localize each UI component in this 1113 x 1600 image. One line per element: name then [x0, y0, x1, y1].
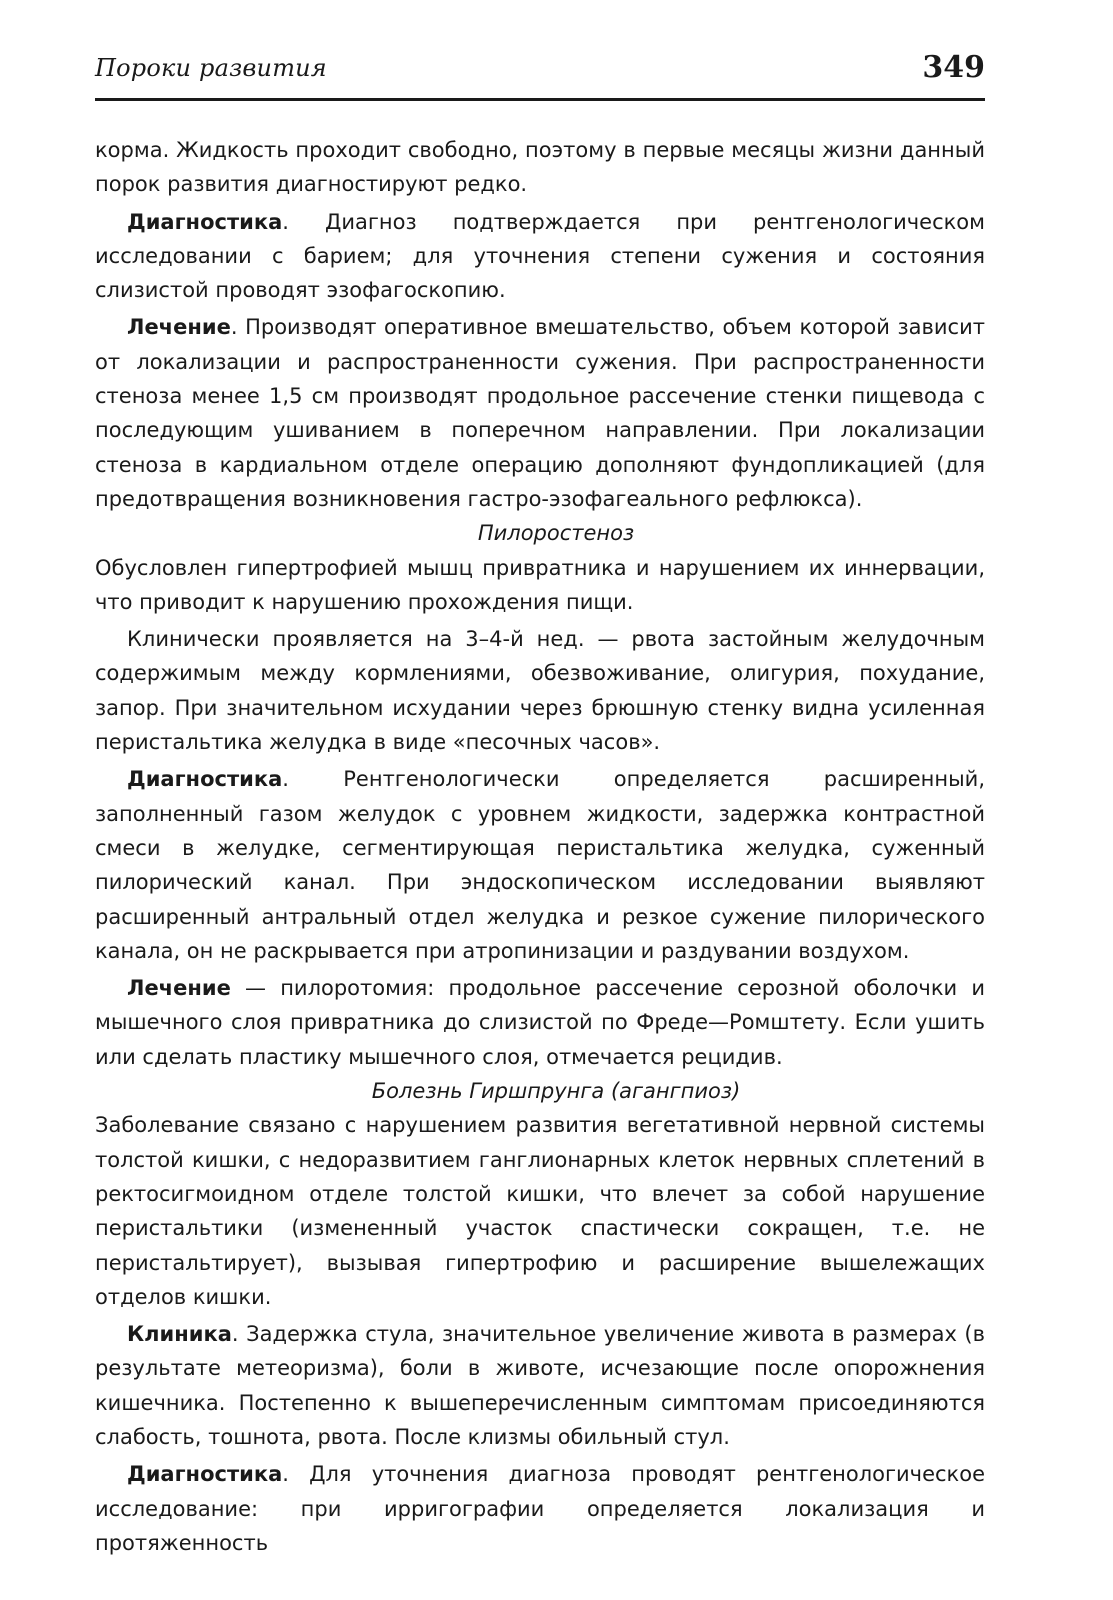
page-number: 349: [922, 50, 985, 85]
term-diagnostics: Диагностика: [127, 209, 283, 234]
paragraph-pylorostenosis-clinical: Клинически проявляется на 3–4-й нед. — рвота застойным желудочным содержимым между кормлениями, обезвоживание, олигурия, похудание, запор. При значительном исхудании через брюшную стенку видна усиленная перистальтика желудка в виде «песочных часов».: [95, 627, 985, 755]
paragraph-stenosis-diagnostics: [95, 205, 985, 308]
paragraph-text: . Рентгенологически определяется расширенный, заполненный газом желудок с уровнем жидкости, задержка контрастной смеси в желудке, сегментирующая перистальтика желудка, суженный пилорический канал. При эндоскопическом исследовании выявляют расширенный антральный отдел желудка и резкое сужение пилорического канала, он не раскрывается при атропинизации и раздувании воздухом.: [95, 767, 985, 963]
section-title-hirschsprung: Болезнь Гиршпрунга (агангпиоз): [371, 1079, 741, 1104]
paragraph-hirschsprung-clinic: [95, 1317, 985, 1454]
term-treatment: Лечение: [127, 976, 231, 1001]
running-header: [95, 48, 985, 101]
paragraph-text: . Производят оперативное вмешательство, объем которой зависит от локализации и распространенности сужения. При распространенности стеноза менее 1,5 см производят продольное рассечение стенки пищевода с последующим ушиванием в поперечном направлении. При локализации стеноза в кардиальном отделе операцию дополняют фундопликацией (для предотвращения возникновения гастро-эзофагеального рефлюкса).: [95, 315, 985, 511]
paragraph-stenosis-treatment: [95, 310, 985, 516]
paragraph-pylorostenosis-diagnostics: [95, 762, 985, 968]
term-treatment: Лечение: [127, 315, 231, 340]
running-title: Пороки развития: [95, 54, 327, 82]
body-text: [95, 133, 985, 1560]
section-title-pylorostenosis: Пилоростеноз: [477, 521, 635, 546]
paragraph-intro: корма. Жидкость проходит свободно, поэтому в первые месяцы жизни данный порок развития диагностируют редко.: [95, 138, 985, 197]
paragraph-text: . Диагноз подтверждается при рентгенологическом исследовании с барием; для уточнения степени сужения и состояния слизистой проводят эзофагоскопию.: [95, 209, 985, 303]
term-clinic: Клиника: [127, 1322, 232, 1347]
term-diagnostics: Диагностика: [127, 1462, 283, 1487]
paragraph-text: — пилоротомия: продольное рассечение серозной оболочки и мышечного слоя привратника до слизистой по Фреде—Ромштету. Если ушить или сделать пластику мышечного слоя, отмечается рецидив.: [95, 976, 985, 1069]
term-diagnostics: Диагностика: [127, 767, 283, 792]
paragraph-pylorostenosis-treatment: [95, 971, 985, 1074]
paragraph-text: . Для уточнения диагноза проводят рентгенологическое исследование: при ирригографии определяется локализация и протяженность: [95, 1462, 985, 1555]
paragraph-hirschsprung-diagnostics: [95, 1457, 985, 1560]
paragraph-hirschsprung-definition: Заболевание связано с нарушением развития вегетативной нервной системы толстой кишки, с недоразвитием ганглионарных клеток нервных сплетений в ректосигмоидном отделе толстой кишки, что влечет за собой нарушение перистальтики (измененный участок спастически сокращен, т.е. не перистальтирует), вызывая гипертрофию и расширение вышележащих отделов кишки.: [95, 1113, 985, 1309]
paragraph-pylorostenosis-definition: Обусловлен гипертрофией мышц привратника и нарушением их иннервации, что приводит к нарушению прохождения пищи.: [95, 555, 985, 614]
paragraph-text: . Задержка стула, значительное увеличение живота в размерах (в результате метеоризма), боли в животе, исчезающие после опорожнения кишечника. Постепенно к вышеперечисленным симптомам присоединяются слабость, тошнота, рвота. После клизмы обильный стул.: [95, 1322, 985, 1449]
